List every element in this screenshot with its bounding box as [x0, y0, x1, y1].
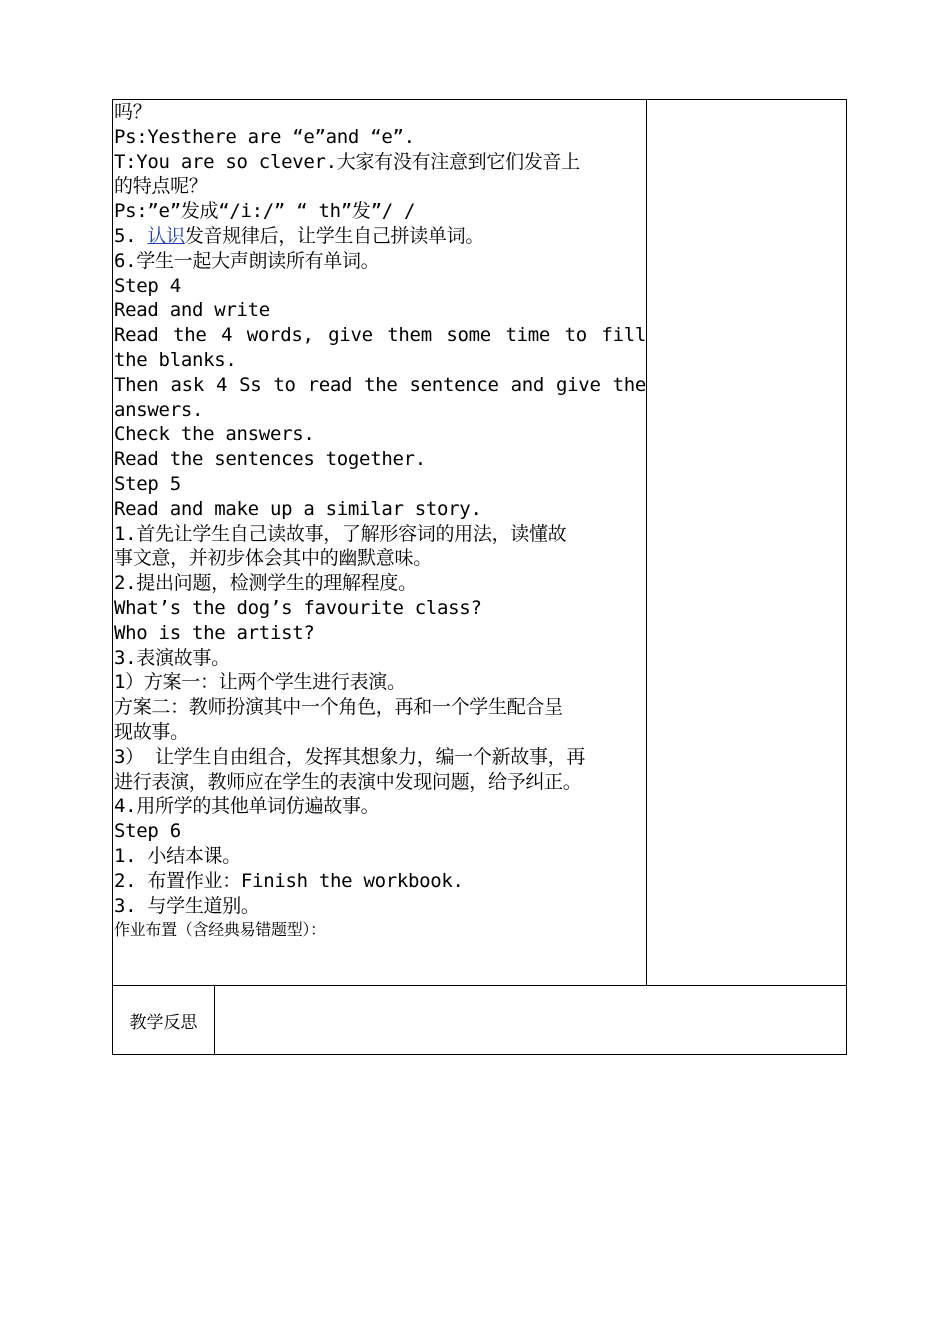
text-line: Read and make up a similar story. [114, 497, 482, 520]
text-line: Then ask 4 Ss to read the sentence and give the [114, 373, 646, 396]
text-line: the blanks. [114, 348, 237, 371]
lesson-procedure-cell [113, 100, 647, 985]
lesson-procedure-text [114, 100, 646, 942]
text-line: 3.表演故事。 [114, 646, 230, 669]
text-line: Check the answers. [114, 423, 315, 446]
text-line: 现故事。 [114, 720, 189, 743]
text-line: 1. 小结本课。 [114, 844, 241, 867]
text-line: Ps:Yesthere are “e”and “e”. [114, 125, 415, 148]
lesson-plan-table [112, 99, 847, 1055]
text-line: Read the sentences together. [114, 448, 426, 471]
text-line: 5. 认识发音规律后，让学生自己拼读单词。 [114, 224, 485, 247]
text-line: What’s the dog’s favourite class? [114, 596, 482, 619]
text-line: 进行表演，教师应在学生的表演中发现问题，给予纠正。 [114, 770, 582, 793]
step-heading: Step 5 [114, 472, 181, 495]
text-line: 的特点呢？ [114, 175, 208, 198]
text-line: answers. [114, 398, 204, 421]
text-line: 3. 与学生道别。 [114, 894, 260, 917]
text-line: 6.学生一起大声朗读所有单词。 [114, 249, 380, 272]
reflection-content-cell [215, 986, 846, 1054]
text-line: 3） 让学生自由组合，发挥其想象力，编一个新故事，再 [114, 745, 586, 768]
text-line: 1.首先让学生自己读故事，了解形容词的用法，读懂故 [114, 522, 567, 545]
text-line: 2.提出问题，检测学生的理解程度。 [114, 572, 417, 595]
step-heading: Step 4 [114, 274, 181, 297]
reflection-label: 教学反思 [113, 986, 215, 1054]
text-line: 4.用所学的其他单词仿遍故事。 [114, 795, 380, 818]
text-line: 方案二：教师扮演其中一个角色，再和一个学生配合呈 [114, 696, 563, 719]
text-line: Ps:”e”发成“/i:/” “ th”发”/ / [114, 200, 416, 223]
text-line: Read and write [114, 299, 270, 322]
text-line: 吗？ [114, 101, 152, 123]
text-line: 2. 布置作业：Finish the workbook. [114, 869, 464, 892]
text-line: T:You are so clever.大家有没有注意到它们发音上 [114, 150, 580, 173]
homework-heading: 作业布置（含经典易错题型）： [114, 920, 326, 940]
text-line: Read the 4 words, give them some time to fill [114, 324, 646, 347]
recognize-link[interactable]: 认识 [147, 224, 185, 247]
text-line: 事文意，并初步体会其中的幽默意味。 [114, 547, 432, 570]
notes-cell [647, 100, 846, 985]
step-heading: Step 6 [114, 820, 181, 843]
text-line: 1）方案一：让两个学生进行表演。 [114, 671, 406, 694]
text-line: Who is the artist? [114, 621, 315, 644]
